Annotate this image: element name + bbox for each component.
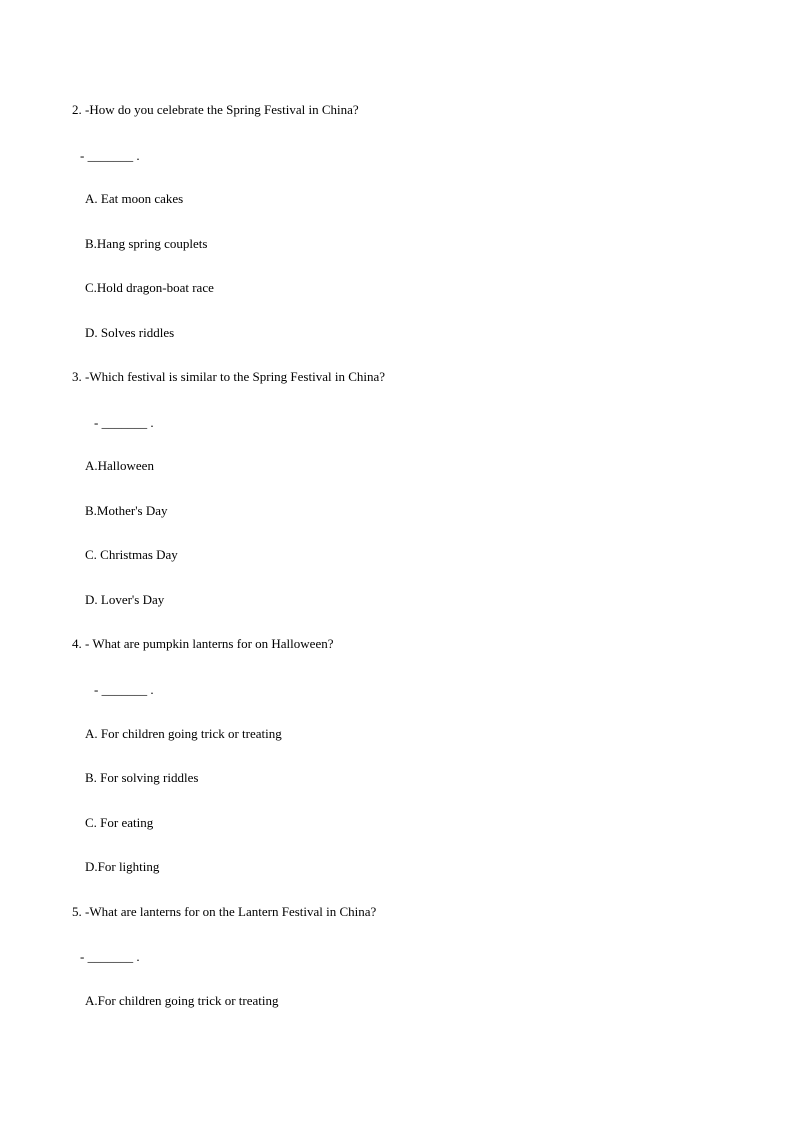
option-3d: D. Lover's Day bbox=[85, 592, 165, 607]
question-2: 2. -How do you celebrate the Spring Festival in China? bbox=[72, 102, 359, 117]
option-2c: C.Hold dragon-boat race bbox=[85, 280, 214, 295]
option-4c: C. For eating bbox=[85, 815, 154, 830]
question-3: 3. -Which festival is similar to the Spring Festival in China? bbox=[72, 369, 386, 384]
question-4: 4. - What are pumpkin lanterns for on Halloween? bbox=[72, 636, 334, 651]
answer-blank-5: - _______ . bbox=[80, 949, 140, 964]
option-5a: A.For children going trick or treating bbox=[85, 993, 279, 1008]
question-5: 5. -What are lanterns for on the Lantern Festival in China? bbox=[72, 904, 377, 919]
option-4d: D.For lighting bbox=[85, 859, 160, 874]
option-2b: B.Hang spring couplets bbox=[85, 236, 208, 251]
option-4a: A. For children going trick or treating bbox=[85, 726, 282, 741]
option-2a: A. Eat moon cakes bbox=[85, 191, 184, 206]
option-4b: B. For solving riddles bbox=[85, 770, 199, 785]
option-3c: C. Christmas Day bbox=[85, 547, 178, 562]
option-3b: B.Mother's Day bbox=[85, 503, 168, 518]
option-3a: A.Halloween bbox=[85, 458, 154, 473]
answer-blank-4: - _______ . bbox=[94, 682, 154, 697]
answer-blank-2: - _______ . bbox=[80, 148, 140, 163]
answer-blank-3: - _______ . bbox=[94, 415, 154, 430]
option-2d: D. Solves riddles bbox=[85, 325, 175, 340]
